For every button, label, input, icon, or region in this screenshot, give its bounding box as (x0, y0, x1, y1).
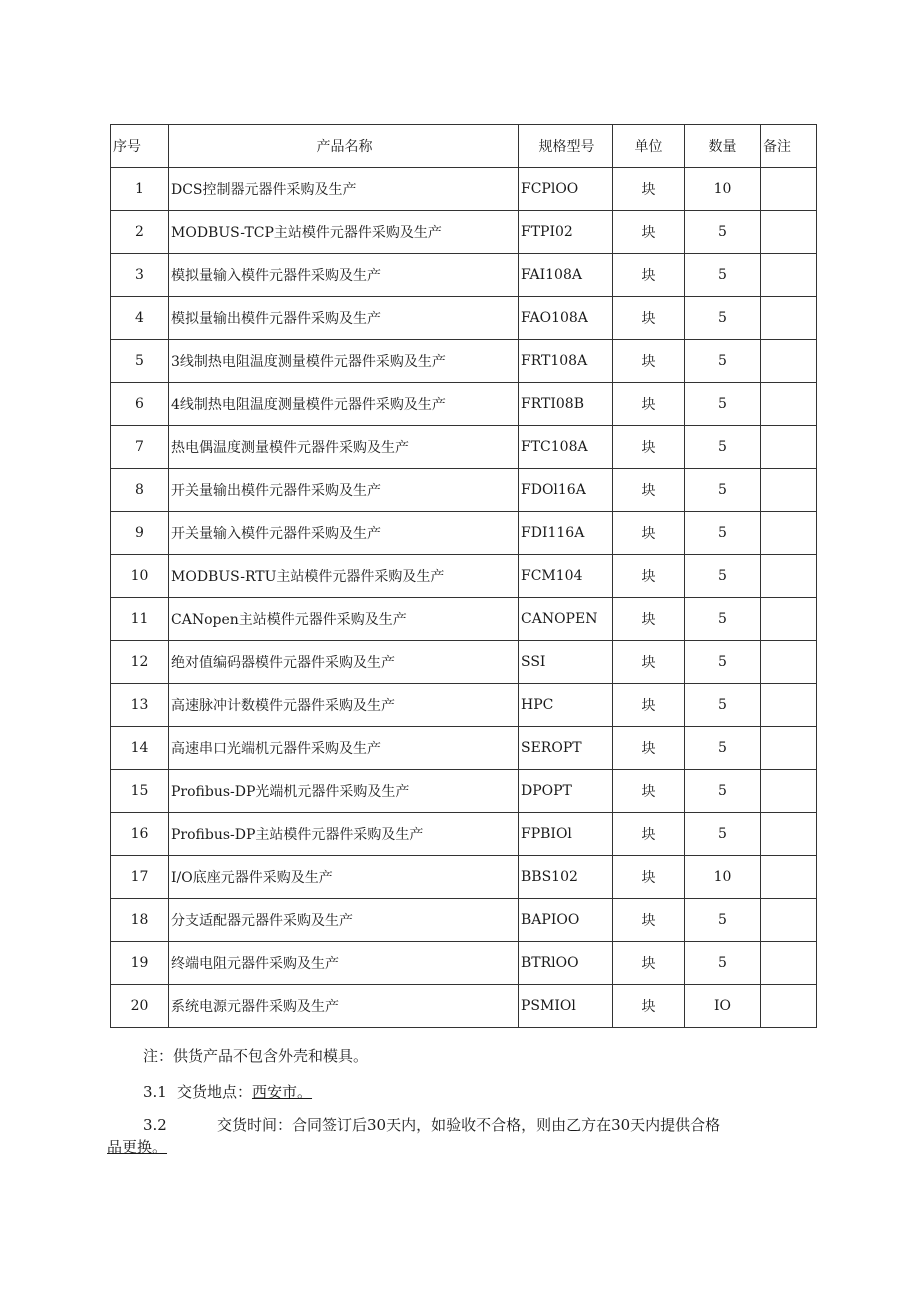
cell-no: 4 (111, 297, 169, 340)
table-header-row (111, 125, 817, 168)
cell-note (761, 340, 817, 383)
cell-model: BTRlOO (519, 942, 613, 985)
cell-note (761, 168, 817, 211)
cell-no: 15 (111, 770, 169, 813)
header-no: 序号 (111, 125, 169, 168)
cell-model: SSI (519, 641, 613, 684)
cell-no: 8 (111, 469, 169, 512)
cell-no: 9 (111, 512, 169, 555)
cell-unit: 块 (613, 942, 685, 985)
cell-unit: 块 (613, 856, 685, 899)
cell-qty: 5 (685, 684, 761, 727)
cell-note (761, 211, 817, 254)
cell-qty: 5 (685, 555, 761, 598)
header-unit: 单位 (613, 125, 685, 168)
cell-name: 模拟量输出模件元器件采购及生产 (169, 297, 519, 340)
table-row (111, 340, 817, 383)
cell-no: 14 (111, 727, 169, 770)
cell-no: 5 (111, 340, 169, 383)
cell-qty: 5 (685, 211, 761, 254)
cell-model: FDI116A (519, 512, 613, 555)
cell-qty: 5 (685, 942, 761, 985)
cell-unit: 块 (613, 254, 685, 297)
cell-qty: 5 (685, 254, 761, 297)
table-row (111, 512, 817, 555)
cell-unit: 块 (613, 598, 685, 641)
cell-unit: 块 (613, 211, 685, 254)
cell-note (761, 598, 817, 641)
cell-model: FAI108A (519, 254, 613, 297)
cell-model: FPBIOl (519, 813, 613, 856)
cell-unit: 块 (613, 985, 685, 1028)
table-row (111, 684, 817, 727)
cell-model: FDOl16A (519, 469, 613, 512)
cell-unit: 块 (613, 813, 685, 856)
cell-qty: 5 (685, 512, 761, 555)
cell-no: 16 (111, 813, 169, 856)
section-3-1-value: 西安市。 (252, 1083, 313, 1101)
cell-no: 6 (111, 383, 169, 426)
header-qty: 数量 (685, 125, 761, 168)
section-3-2-number: 3.2 (143, 1116, 167, 1134)
table-row (111, 985, 817, 1028)
cell-name: CANopen主站模件元器件采购及生产 (169, 598, 519, 641)
table-row (111, 598, 817, 641)
section-3-2 (107, 1114, 807, 1158)
cell-unit: 块 (613, 340, 685, 383)
cell-model: FAO108A (519, 297, 613, 340)
cell-qty: 5 (685, 297, 761, 340)
cell-note (761, 512, 817, 555)
cell-qty: 5 (685, 813, 761, 856)
cell-unit: 块 (613, 727, 685, 770)
cell-note (761, 426, 817, 469)
table-row (111, 383, 817, 426)
cell-qty: 5 (685, 727, 761, 770)
cell-model: FCPlOO (519, 168, 613, 211)
section-3-1 (143, 1081, 312, 1102)
cell-model: BBS102 (519, 856, 613, 899)
cell-model: FCM104 (519, 555, 613, 598)
cell-name: 3线制热电阻温度测量模件元器件采购及生产 (169, 340, 519, 383)
cell-name: Profibus-DP光端机元器件采购及生产 (169, 770, 519, 813)
cell-name: 分支适配器元器件采购及生产 (169, 899, 519, 942)
cell-name: 终端电阻元器件采购及生产 (169, 942, 519, 985)
cell-model: SEROPT (519, 727, 613, 770)
cell-name: MODBUS-RTU主站模件元器件采购及生产 (169, 555, 519, 598)
table-row (111, 641, 817, 684)
cell-model: FTPI02 (519, 211, 613, 254)
cell-model: CANOPEN (519, 598, 613, 641)
header-name: 产品名称 (169, 125, 519, 168)
table-row (111, 770, 817, 813)
cell-qty: 5 (685, 641, 761, 684)
cell-qty: 5 (685, 598, 761, 641)
section-3-2-text-cont: 品更换。 (107, 1138, 168, 1156)
section-3-2-text: 交货时间：合同签订后30天内，如验收不合格，则由乙方在30天内提供合格 (217, 1116, 721, 1134)
cell-unit: 块 (613, 426, 685, 469)
cell-note (761, 254, 817, 297)
cell-note (761, 555, 817, 598)
cell-name: 开关量输入模件元器件采购及生产 (169, 512, 519, 555)
table-row (111, 297, 817, 340)
cell-unit: 块 (613, 641, 685, 684)
cell-name: 开关量输出模件元器件采购及生产 (169, 469, 519, 512)
section-3-1-number: 3.1 (143, 1083, 167, 1101)
cell-note (761, 985, 817, 1028)
cell-unit: 块 (613, 555, 685, 598)
cell-unit: 块 (613, 684, 685, 727)
cell-unit: 块 (613, 512, 685, 555)
table-row (111, 942, 817, 985)
cell-model: HPC (519, 684, 613, 727)
table-row (111, 211, 817, 254)
cell-unit: 块 (613, 297, 685, 340)
cell-name: Profibus-DP主站模件元器件采购及生产 (169, 813, 519, 856)
cell-model: FRT108A (519, 340, 613, 383)
cell-no: 1 (111, 168, 169, 211)
cell-qty: 5 (685, 899, 761, 942)
cell-name: 系统电源元器件采购及生产 (169, 985, 519, 1028)
cell-unit: 块 (613, 383, 685, 426)
cell-no: 7 (111, 426, 169, 469)
table-row (111, 727, 817, 770)
cell-name: DCS控制器元器件采购及生产 (169, 168, 519, 211)
cell-model: FRTI08B (519, 383, 613, 426)
cell-qty: 10 (685, 856, 761, 899)
cell-note (761, 942, 817, 985)
cell-unit: 块 (613, 770, 685, 813)
table-row (111, 426, 817, 469)
table-row (111, 899, 817, 942)
table-row (111, 813, 817, 856)
table-row (111, 555, 817, 598)
cell-unit: 块 (613, 469, 685, 512)
cell-qty: IO (685, 985, 761, 1028)
cell-no: 2 (111, 211, 169, 254)
cell-qty: 5 (685, 770, 761, 813)
cell-name: MODBUS-TCP主站模件元器件采购及生产 (169, 211, 519, 254)
cell-no: 11 (111, 598, 169, 641)
cell-model: FTC108A (519, 426, 613, 469)
cell-qty: 10 (685, 168, 761, 211)
goods-table (110, 124, 817, 1028)
cell-note (761, 641, 817, 684)
section-3-1-label: 交货地点： (177, 1083, 253, 1101)
header-note: 备注 (761, 125, 817, 168)
cell-no: 19 (111, 942, 169, 985)
cell-no: 20 (111, 985, 169, 1028)
cell-no: 13 (111, 684, 169, 727)
cell-note (761, 813, 817, 856)
cell-note (761, 297, 817, 340)
cell-qty: 5 (685, 469, 761, 512)
supply-note: 注：供货产品不包含外壳和模具。 (143, 1047, 369, 1065)
cell-name: 4线制热电阻温度测量模件元器件采购及生产 (169, 383, 519, 426)
cell-name: 高速串口光端机元器件采购及生产 (169, 727, 519, 770)
table-row (111, 254, 817, 297)
cell-qty: 5 (685, 383, 761, 426)
cell-note (761, 383, 817, 426)
header-model: 规格型号 (519, 125, 613, 168)
cell-qty: 5 (685, 340, 761, 383)
cell-name: I/O底座元器件采购及生产 (169, 856, 519, 899)
cell-note (761, 727, 817, 770)
cell-name: 热电偶温度测量模件元器件采购及生产 (169, 426, 519, 469)
cell-unit: 块 (613, 899, 685, 942)
cell-note (761, 899, 817, 942)
table-body (111, 168, 817, 1028)
cell-name: 高速脉冲计数模件元器件采购及生产 (169, 684, 519, 727)
cell-note (761, 469, 817, 512)
cell-no: 3 (111, 254, 169, 297)
cell-no: 18 (111, 899, 169, 942)
table-row (111, 856, 817, 899)
cell-no: 10 (111, 555, 169, 598)
cell-model: DPOPT (519, 770, 613, 813)
cell-note (761, 856, 817, 899)
cell-name: 模拟量输入模件元器件采购及生产 (169, 254, 519, 297)
cell-no: 17 (111, 856, 169, 899)
table-row (111, 168, 817, 211)
cell-model: BAPIOO (519, 899, 613, 942)
cell-name: 绝对值编码器模件元器件采购及生产 (169, 641, 519, 684)
cell-qty: 5 (685, 426, 761, 469)
table-row (111, 469, 817, 512)
cell-note (761, 770, 817, 813)
cell-note (761, 684, 817, 727)
cell-unit: 块 (613, 168, 685, 211)
cell-no: 12 (111, 641, 169, 684)
cell-model: PSMIOl (519, 985, 613, 1028)
